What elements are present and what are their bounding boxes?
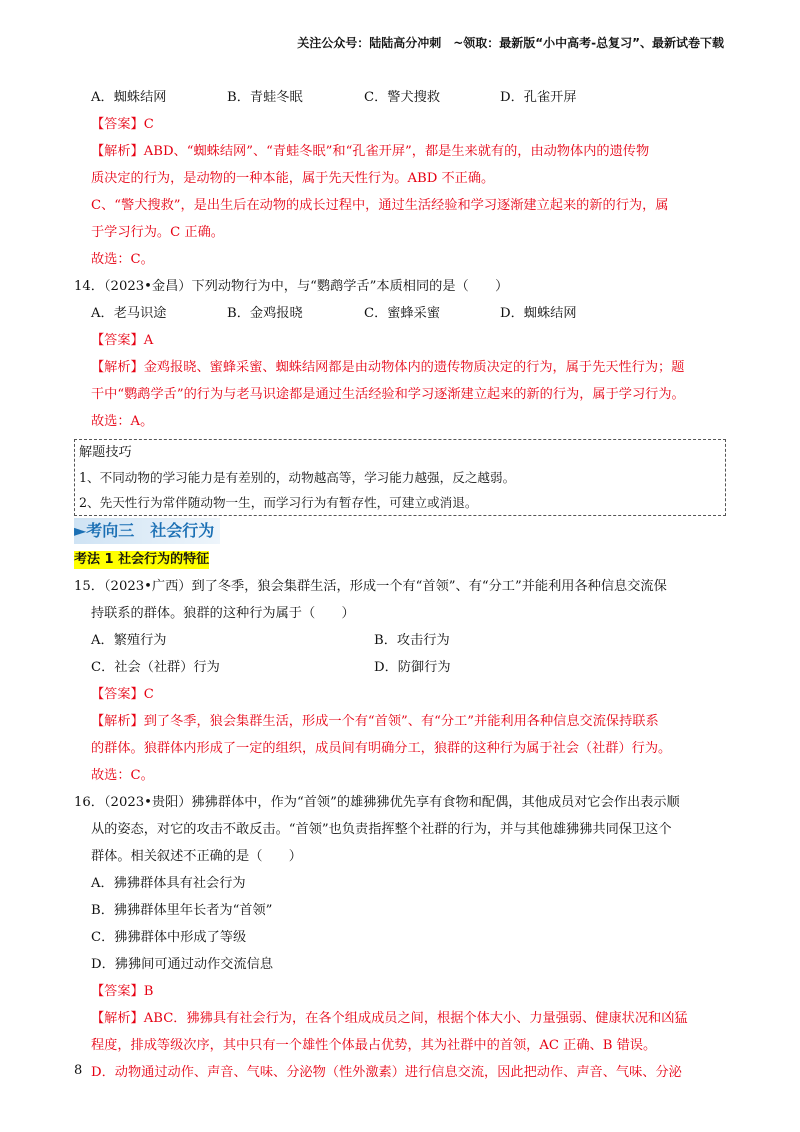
q16-stem-line: 从的姿态，对它的攻击不敢反击。“首领”也负责指挥整个社群的行为，并与其他雄狒狒共同保卫这个 [91, 822, 672, 837]
q13-answer: 【答案】C [91, 117, 154, 132]
kaofa-label: 考法 1 社会行为的特征 [74, 552, 210, 567]
q15-option-c: C．社会（社群）行为 [91, 660, 220, 675]
q15-stem-line: 持联系的群体。狼群的这种行为属于（ ） [91, 606, 355, 621]
q14-analysis-line: 【解析】金鸡报晓、蜜蜂采蜜、蜘蛛结网都是由动物体内的遗传物质决定的行为，属于先天性行为；题 [91, 360, 685, 375]
page-header: 关注公众号：陆陆高分冲刺 ~领取：最新版“小中高考-总复习”、最新试卷下载 [297, 36, 724, 50]
section-title: ►考向三 社会行为 [74, 518, 220, 544]
tips-item: 1、不同动物的学习能力是有差别的，动物越高等，学习能力越强，反之越弱。 [79, 470, 516, 485]
q16-option-b: B．狒狒群体里年长者为“首领” [91, 903, 273, 918]
q15-option-a: A．繁殖行为 [91, 633, 167, 648]
q13-analysis-line: 质决定的行为，是动物的一种本能，属于先天性行为。ABD 不正确。 [91, 171, 495, 186]
q14-conclusion: 故选：A。 [91, 414, 154, 429]
q16-answer: 【答案】B [91, 984, 154, 999]
page-number: 8 [74, 1063, 83, 1078]
tips-box [74, 439, 726, 516]
q13-analysis-line: 于学习行为。C 正确。 [91, 225, 224, 240]
q13-option-a: A．蜘蛛结网 [91, 90, 167, 105]
q15-option-b: B．攻击行为 [374, 633, 450, 648]
q15-options [74, 627, 726, 654]
q16-option-c: C．狒狒群体中形成了等级 [91, 930, 247, 945]
q13-conclusion: 故选：C。 [91, 252, 154, 267]
q16-analysis-line: D．动物通过动作、声音、气味、分泌物（性外激素）进行信息交流，因此把动作、声音、气味、分泌 [91, 1065, 682, 1080]
q15-options [74, 654, 726, 681]
q14-option-b: B．金鸡报晓 [227, 306, 303, 321]
q16-analysis-line: 程度，排成等级次序，其中只有一个雄性个体最占优势，其为社群中的首领，AC 正确、B 错误。 [91, 1038, 657, 1053]
q13-option-d: D．孔雀开屏 [500, 90, 577, 105]
q13-option-c: C．警犬搜救 [364, 90, 441, 105]
q16-option-d: D．狒狒间可通过动作交流信息 [91, 957, 274, 972]
q16-stem-line: 群体。相关叙述不正确的是（ ） [91, 849, 302, 864]
q14-option-d: D．蜘蛛结网 [500, 306, 577, 321]
q15-option-d: D．防御行为 [374, 660, 451, 675]
q15-answer: 【答案】C [91, 687, 154, 702]
q14-analysis-line: 干中“鹦鹉学舌”的行为与老马识途都是通过生活经验和学习逐渐建立起来的新的行为，属于学习行为。 [91, 387, 685, 402]
q15-analysis-line: 【解析】到了冬季，狼会集群生活，形成一个有“首领”、有“分工”并能利用各种信息交流保持联系 [91, 714, 659, 729]
q14-option-a: A．老马识途 [91, 306, 167, 321]
tips-item: 2、先天性行为常伴随动物一生，而学习行为有暂存性，可建立或消退。 [79, 495, 478, 510]
q15-stem-line: 15．（2023•广西）到了冬季，狼会集群生活，形成一个有“首领”、有“分工”并能利用各种信息交流保 [74, 579, 667, 594]
q14-option-c: C．蜜蜂采蜜 [364, 306, 441, 321]
q13-analysis-line: C、“警犬搜救”，是出生后在动物的成长过程中，通过生活经验和学习逐渐建立起来的新的行为，属 [91, 198, 669, 213]
q13-option-b: B．青蛙冬眠 [227, 90, 303, 105]
tips-title: 解题技巧 [79, 445, 132, 460]
q13-analysis-line: 【解析】ABD、“蜘蛛结网”、“青蛙冬眠”和“孔雀开屏”，都是生来就有的，由动物体内的遗传物 [91, 144, 650, 159]
q15-analysis-line: 的群体。狼群体内形成了一定的组织，成员间有明确分工，狼群的这种行为属于社会（社群）行为。 [91, 741, 672, 756]
q14-stem: 14．（2023•金昌）下列动物行为中，与“鹦鹉学舌”本质相同的是（ ） [74, 279, 509, 294]
q16-analysis-line: 【解析】ABC．狒狒具有社会行为，在各个组成成员之间，根据个体大小、力量强弱、健康状况和凶猛 [91, 1011, 688, 1026]
document-body [74, 84, 726, 1086]
q13-options [74, 84, 726, 111]
q16-stem-line: 16．（2023•贵阳）狒狒群体中，作为“首领”的雄狒狒优先享有食物和配偶，其他成员对它会作出表示顺 [74, 795, 680, 810]
q15-conclusion: 故选：C。 [91, 768, 154, 783]
q16-option-a: A．狒狒群体具有社会行为 [91, 876, 246, 891]
q14-answer: 【答案】A [91, 333, 154, 348]
q14-options [74, 300, 726, 327]
